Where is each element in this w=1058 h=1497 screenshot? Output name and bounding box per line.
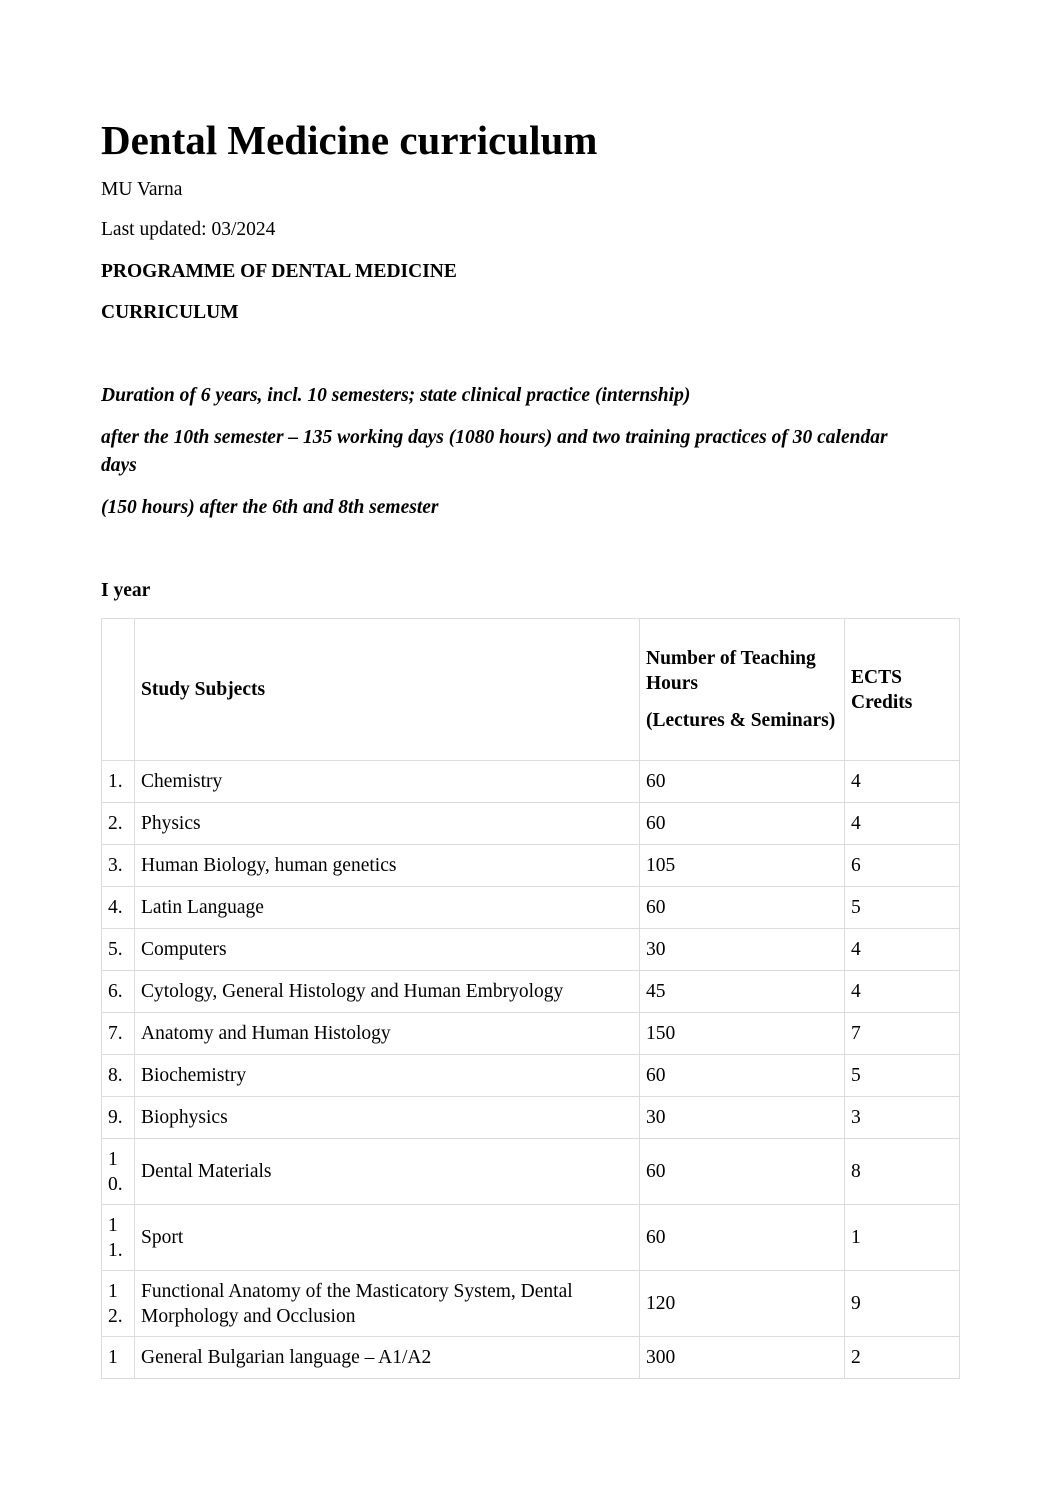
row-hours: 60: [640, 887, 845, 929]
duration-line-2: after the 10th semester – 135 working days (1080 hours) and two training practices of 30 calendar days: [101, 427, 888, 476]
row-hours: 30: [640, 929, 845, 971]
header-subjects: Study Subjects: [135, 619, 640, 761]
duration-line-3: (150 hours) after the 6th and 8th semester: [101, 497, 439, 518]
curriculum-table: [101, 618, 960, 1379]
row-hours: 60: [640, 1055, 845, 1097]
row-subject: Biochemistry: [135, 1055, 640, 1097]
row-ects: 4: [845, 971, 960, 1013]
table-row: [102, 971, 960, 1013]
table-row: [102, 1337, 960, 1379]
row-hours: 45: [640, 971, 845, 1013]
row-subject: General Bulgarian language – A1/A2: [135, 1337, 640, 1379]
row-hours: 60: [640, 761, 845, 803]
programme-heading: PROGRAMME OF DENTAL MEDICINE: [101, 261, 457, 282]
header-hours-title: Number of Teaching Hours: [646, 648, 816, 694]
row-number: 1.: [102, 761, 135, 803]
year-heading: I year: [101, 580, 151, 601]
header-hours: [640, 619, 845, 761]
table-row: [102, 761, 960, 803]
row-ects: 2: [845, 1337, 960, 1379]
curriculum-heading: CURRICULUM: [101, 302, 239, 323]
row-ects: 5: [845, 887, 960, 929]
header-hours-subtitle: (Lectures & Seminars): [646, 710, 836, 731]
row-hours: 300: [640, 1337, 845, 1379]
institution-name: MU Varna: [101, 179, 183, 200]
row-subject: Latin Language: [135, 887, 640, 929]
table-row: [102, 1205, 960, 1271]
row-ects: 7: [845, 1013, 960, 1055]
row-number: 1: [102, 1337, 135, 1379]
row-hours: 60: [640, 1205, 845, 1271]
row-subject: Human Biology, human genetics: [135, 845, 640, 887]
row-ects: 3: [845, 1097, 960, 1139]
header-ects: ECTS Credits: [845, 619, 960, 761]
row-subject: Physics: [135, 803, 640, 845]
table-header-row: [102, 619, 960, 761]
row-subject: Anatomy and Human Histology: [135, 1013, 640, 1055]
row-subject: Dental Materials: [135, 1139, 640, 1205]
row-number: 8.: [102, 1055, 135, 1097]
row-hours: 30: [640, 1097, 845, 1139]
row-number: 3.: [102, 845, 135, 887]
table-row: [102, 845, 960, 887]
table-row: [102, 1139, 960, 1205]
row-subject: Computers: [135, 929, 640, 971]
last-updated: Last updated: 03/2024: [101, 219, 276, 240]
row-ects: 4: [845, 929, 960, 971]
row-subject: Sport: [135, 1205, 640, 1271]
row-number: 4.: [102, 887, 135, 929]
row-number: 7.: [102, 1013, 135, 1055]
row-subject: Cytology, General Histology and Human Embryology: [135, 971, 640, 1013]
row-number: 9.: [102, 1097, 135, 1139]
table-row: [102, 1097, 960, 1139]
row-number: 6.: [102, 971, 135, 1013]
header-number-cell: [102, 619, 135, 761]
row-ects: 5: [845, 1055, 960, 1097]
row-ects: 1: [845, 1205, 960, 1271]
row-hours: 60: [640, 803, 845, 845]
row-subject: Functional Anatomy of the Masticatory System, Dental Morphology and Occlusion: [135, 1271, 640, 1337]
row-subject: Chemistry: [135, 761, 640, 803]
row-number: 5.: [102, 929, 135, 971]
row-hours: 60: [640, 1139, 845, 1205]
table-row: [102, 1013, 960, 1055]
row-ects: 4: [845, 803, 960, 845]
row-ects: 4: [845, 761, 960, 803]
row-hours: 120: [640, 1271, 845, 1337]
row-number: 11.: [102, 1205, 135, 1271]
row-number: 12.: [102, 1271, 135, 1337]
row-subject: Biophysics: [135, 1097, 640, 1139]
document-title: Dental Medicine curriculum: [101, 117, 598, 163]
table-row: [102, 887, 960, 929]
row-ects: 8: [845, 1139, 960, 1205]
row-hours: 150: [640, 1013, 845, 1055]
row-hours: 105: [640, 845, 845, 887]
row-ects: 9: [845, 1271, 960, 1337]
row-number: 2.: [102, 803, 135, 845]
table-row: [102, 1055, 960, 1097]
table-row: [102, 803, 960, 845]
row-ects: 6: [845, 845, 960, 887]
duration-line-1: Duration of 6 years, incl. 10 semesters; state clinical practice (internship): [101, 385, 691, 406]
row-number: 10.: [102, 1139, 135, 1205]
table-row: [102, 929, 960, 971]
table-row: [102, 1271, 960, 1337]
